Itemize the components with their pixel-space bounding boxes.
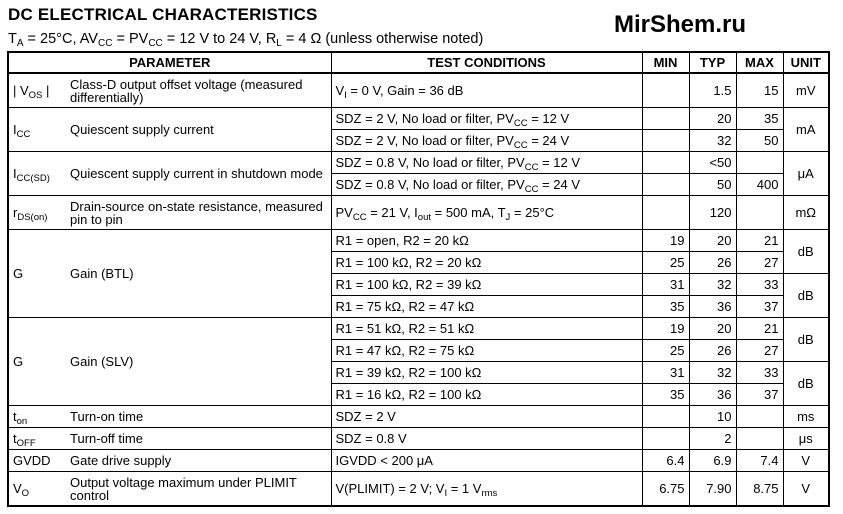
table-row [8, 108, 829, 130]
header-parameter: PARAMETER [8, 52, 331, 73]
table-row [8, 230, 829, 252]
param-description: Class-D output offset voltage (measured differentially) [66, 73, 331, 108]
typ-value: 26 [689, 340, 736, 362]
max-value [736, 406, 783, 428]
test-condition: SDZ = 0.8 V, No load or filter, $PV_{CC} = 12$ V [331, 152, 642, 174]
param-symbol: $I_{CC(SD)}$ [8, 152, 66, 196]
unit-value: mV [783, 73, 829, 108]
unit-value: V [783, 472, 829, 507]
param-symbol: G [8, 318, 66, 406]
header-max: MAX [736, 52, 783, 73]
unit-value: dB [783, 362, 829, 406]
test-condition: SDZ = 2 V, No load or filter, $PV_{CC} = 12$ V [331, 108, 642, 130]
test-condition: R1 = 100 kΩ, R2 = 39 kΩ [331, 274, 642, 296]
min-value [642, 196, 689, 230]
max-value: 15 [736, 73, 783, 108]
typ-value: 7.90 [689, 472, 736, 507]
max-value [736, 152, 783, 174]
test-condition: SDZ = 2 V, No load or filter, $PV_{CC} = 24$ V [331, 130, 642, 152]
table-row [8, 406, 829, 428]
typ-value: <50 [689, 152, 736, 174]
max-value: 27 [736, 340, 783, 362]
header-min: MIN [642, 52, 689, 73]
unit-value: ms [783, 406, 829, 428]
typ-value: 120 [689, 196, 736, 230]
min-value: 6.75 [642, 472, 689, 507]
typ-value: 50 [689, 174, 736, 196]
min-value [642, 73, 689, 108]
unit-value: μA [783, 152, 829, 196]
test-condition: $V_I = 0$ V, Gain = 36 dB [331, 73, 642, 108]
test-condition: SDZ = 0.8 V [331, 428, 642, 450]
typ-value: 1.5 [689, 73, 736, 108]
param-description: Drain-source on-state resistance, measured pin to pin [66, 196, 331, 230]
max-value [736, 196, 783, 230]
unit-value: μs [783, 428, 829, 450]
min-value: 19 [642, 318, 689, 340]
typ-value: 20 [689, 230, 736, 252]
unit-value: dB [783, 318, 829, 362]
min-value: 31 [642, 362, 689, 384]
max-value: 8.75 [736, 472, 783, 507]
document-title: DC ELECTRICAL CHARACTERISTICS [8, 5, 318, 24]
table-row [8, 152, 829, 174]
typ-value: 6.9 [689, 450, 736, 472]
param-description: Gain (BTL) [66, 230, 331, 318]
max-value: 21 [736, 230, 783, 252]
max-value: 400 [736, 174, 783, 196]
test-condition: SDZ = 2 V [331, 406, 642, 428]
typ-value: 10 [689, 406, 736, 428]
typ-value: 26 [689, 252, 736, 274]
typ-value: 2 [689, 428, 736, 450]
table-row [8, 450, 829, 472]
param-description: Gate drive supply [66, 450, 331, 472]
header-unit: UNIT [783, 52, 829, 73]
param-symbol: G [8, 230, 66, 318]
param-symbol: GVDD [8, 450, 66, 472]
test-condition: R1 = 47 kΩ, R2 = 75 kΩ [331, 340, 642, 362]
max-value: 37 [736, 296, 783, 318]
watermark: MirShem.ru [613, 11, 746, 38]
test-condition: SDZ = 0.8 V, No load or filter, $PV_{CC} = 24$ V [331, 174, 642, 196]
table-row [8, 472, 829, 507]
typ-value: 20 [689, 318, 736, 340]
param-symbol: $I_{CC}$ [8, 108, 66, 152]
max-value: 37 [736, 384, 783, 406]
min-value: 35 [642, 296, 689, 318]
table-row [8, 318, 829, 340]
typ-value: 36 [689, 296, 736, 318]
table-row [8, 196, 829, 230]
max-value: 27 [736, 252, 783, 274]
min-value [642, 152, 689, 174]
typ-value: 32 [689, 274, 736, 296]
param-description: Turn-on time [66, 406, 331, 428]
max-value: 33 [736, 274, 783, 296]
param-description: Quiescent supply current [66, 108, 331, 152]
header-test-conditions: TEST CONDITIONS [331, 52, 642, 73]
param-description: Gain (SLV) [66, 318, 331, 406]
header-typ: TYP [689, 52, 736, 73]
min-value [642, 130, 689, 152]
test-condition: R1 = 16 kΩ, R2 = 100 kΩ [331, 384, 642, 406]
unit-value: dB [783, 230, 829, 274]
table-row [8, 73, 829, 108]
param-symbol: $V_O$ [8, 472, 66, 507]
test-condition: R1 = 100 kΩ, R2 = 20 kΩ [331, 252, 642, 274]
param-symbol: $t_{OFF}$ [8, 428, 66, 450]
characteristics-table [7, 51, 830, 507]
unit-value: V [783, 450, 829, 472]
table-header-row [8, 52, 829, 73]
min-value [642, 406, 689, 428]
unit-value: dB [783, 274, 829, 318]
param-symbol: $r_{DS(on)}$ [8, 196, 66, 230]
param-symbol: | $V_{OS}$ | [8, 73, 66, 108]
param-description: Quiescent supply current in shutdown mode [66, 152, 331, 196]
test-condition: R1 = open, R2 = 20 kΩ [331, 230, 642, 252]
typ-value: 20 [689, 108, 736, 130]
min-value [642, 174, 689, 196]
test-condition: $PV_{CC} = 21$ V, $I_{out} = 500$ mA, $T_J = 25^\circ C$ [331, 196, 642, 230]
test-condition: R1 = 75 kΩ, R2 = 47 kΩ [331, 296, 642, 318]
param-description: Turn-off time [66, 428, 331, 450]
min-value: 31 [642, 274, 689, 296]
table-row [8, 428, 829, 450]
max-value [736, 428, 783, 450]
max-value: 50 [736, 130, 783, 152]
max-value: 33 [736, 362, 783, 384]
min-value: 35 [642, 384, 689, 406]
max-value: 35 [736, 108, 783, 130]
min-value: 25 [642, 340, 689, 362]
min-value: 6.4 [642, 450, 689, 472]
param-description: Output voltage maximum under PLIMIT control [66, 472, 331, 507]
unit-value: mΩ [783, 196, 829, 230]
typ-value: 32 [689, 130, 736, 152]
min-value [642, 108, 689, 130]
param-symbol: $t_{on}$ [8, 406, 66, 428]
test-condition: IGVDD < 200 μA [331, 450, 642, 472]
test-condition: R1 = 39 kΩ, R2 = 100 kΩ [331, 362, 642, 384]
unit-value: mA [783, 108, 829, 152]
typ-value: 32 [689, 362, 736, 384]
test-conditions-note: $T_A = 25^\circ C$, $AV_{CC} = PV_{CC} = 12$ V to 24 V, $R_L = 4$ Ω (unless otherwise noted) [8, 31, 484, 49]
min-value: 19 [642, 230, 689, 252]
test-condition: V(PLIMIT) = 2 V; $V_I = 1$ $V_{rms}$ [331, 472, 642, 507]
typ-value: 36 [689, 384, 736, 406]
max-value: 7.4 [736, 450, 783, 472]
test-condition: R1 = 51 kΩ, R2 = 51 kΩ [331, 318, 642, 340]
min-value: 25 [642, 252, 689, 274]
min-value [642, 428, 689, 450]
max-value: 21 [736, 318, 783, 340]
